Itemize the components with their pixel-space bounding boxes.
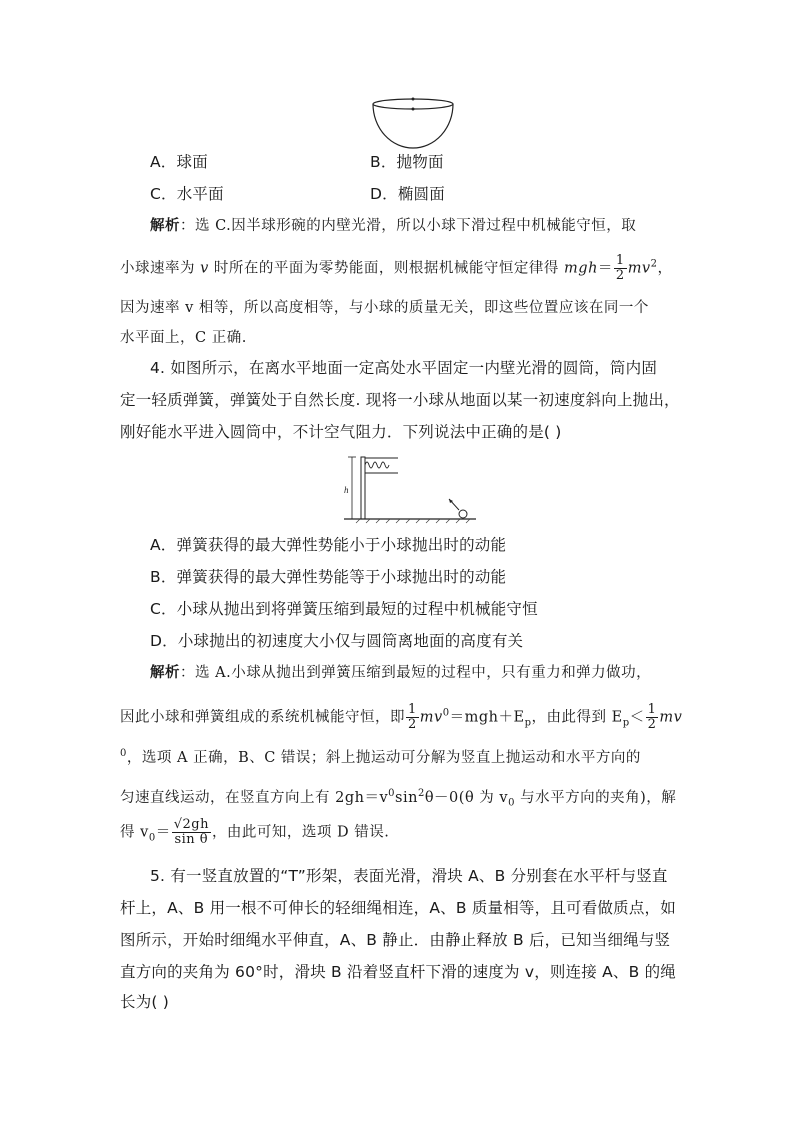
- q5-stem-line-4: 直方向的夹角为 60°时，滑块 B 沿着竖直杆下滑的速度为 v，则连接 A、B 的绳: [120, 963, 676, 981]
- q3-option-c: C．水平面: [150, 185, 224, 203]
- q4-explanation-line-1: 解析：选 A.小球从抛出到弹簧压缩到最短的过程中，只有重力和弹力做功，: [150, 664, 652, 681]
- q5-stem-line-2: 杆上，A、B 用一根不可伸长的轻细绳相连，A、B 质量相等，且可看做质点，如: [120, 899, 676, 917]
- q3-explanation-line-1: 解析：选 C.因半球形碗的内壁光滑，所以小球下滑过程中机械能守恒，取: [150, 217, 637, 234]
- q3-explanation-line-4: 水平面上，C 正确.: [120, 330, 247, 346]
- q3-explanation-line-2: 小球速率为 v 时所在的平面为零势能面，则根据机械能守恒定律得 mgh＝ $\frac{1}{2}$ $mv^2$，: [120, 253, 673, 283]
- q4-explanation-line-5: 得 $v_0=$ $\frac{√2gh}{\text{sin θ}}$ ，由此可知，选项 D 错误.: [120, 817, 390, 847]
- fraction-one-half: $\frac{1}{2}$: [647, 702, 657, 732]
- q4-option-d: D．小球抛出的初速度大小仅与圆筒离地面的高度有关: [150, 632, 524, 650]
- fraction-one-half: $\frac{1}{2}$: [408, 702, 417, 732]
- height-label: h: [344, 485, 349, 495]
- hemisphere-bowl-figure: [365, 90, 465, 152]
- q4-explanation-line-3: $^0$，选项 A 正确，B、C 错误；斜上抛运动可分解为竖直上抛运动和水平方向的: [120, 748, 641, 766]
- q4-option-a: A．弹簧获得的最大弹性势能小于小球抛出时的动能: [150, 536, 507, 554]
- q5-stem-line-3: 图所示，开始时细绳水平伸直，A、B 静止．由静止释放 B 后，已知当细绳与竖: [120, 931, 671, 949]
- explanation-label: 解析: [150, 664, 180, 681]
- q4-stem-line-2: 定一轻质弹簧，弹簧处于自然长度. 现将一小球从地面以某一初速度斜向上抛出，: [120, 391, 680, 409]
- spring-tube-figure: [340, 455, 480, 525]
- q5-stem-line-5: 长为( ): [120, 993, 170, 1011]
- q4-option-c: C．小球从抛出到将弹簧压缩到最短的过程中机械能守恒: [150, 600, 538, 618]
- q4-explanation-line-2: 因此小球和弹簧组成的系统机械能守恒，即 $\frac{1}{2}$ $mv^0=mgh+E_p$，由此得到 $E_p<$ $\frac{1}{2}$ mv: [120, 702, 683, 732]
- q3-option-a: A．球面: [150, 153, 208, 171]
- q5-stem-line-1: 5. 有一竖直放置的“T”形架，表面光滑，滑块 A、B 分别套在水平杆与竖直: [150, 867, 668, 885]
- q4-stem-line-3: 刚好能水平进入圆筒中，不计空气阻力．下列说法中正确的是( ): [120, 423, 562, 441]
- q3-option-b: B．抛物面: [370, 153, 444, 171]
- fraction-one-half: $\frac{1}{2}$: [615, 253, 625, 283]
- q3-explanation-line-3: 因为速率 v 相等，所以高度相等，与小球的质量无关，即这些位置应该在同一个: [120, 300, 649, 316]
- explanation-label: 解析: [150, 217, 180, 234]
- q3-option-d: D．椭圆面: [370, 185, 445, 203]
- q4-option-b: B．弹簧获得的最大弹性势能等于小球抛出时的动能: [150, 568, 507, 586]
- q4-explanation-line-4: 匀速直线运动，在竖直方向上有 $2gh=v^0\sin^2\theta-0(\theta$ 为 $v_0$ 与水平方向的夹角)，解: [120, 788, 677, 809]
- q4-stem-line-1: 4. 如图所示，在离水平地面一定高处水平固定一内壁光滑的圆筒，筒内固: [150, 359, 658, 377]
- fraction-v0: $\frac{√2gh}{\text{sin θ}}$: [173, 817, 209, 847]
